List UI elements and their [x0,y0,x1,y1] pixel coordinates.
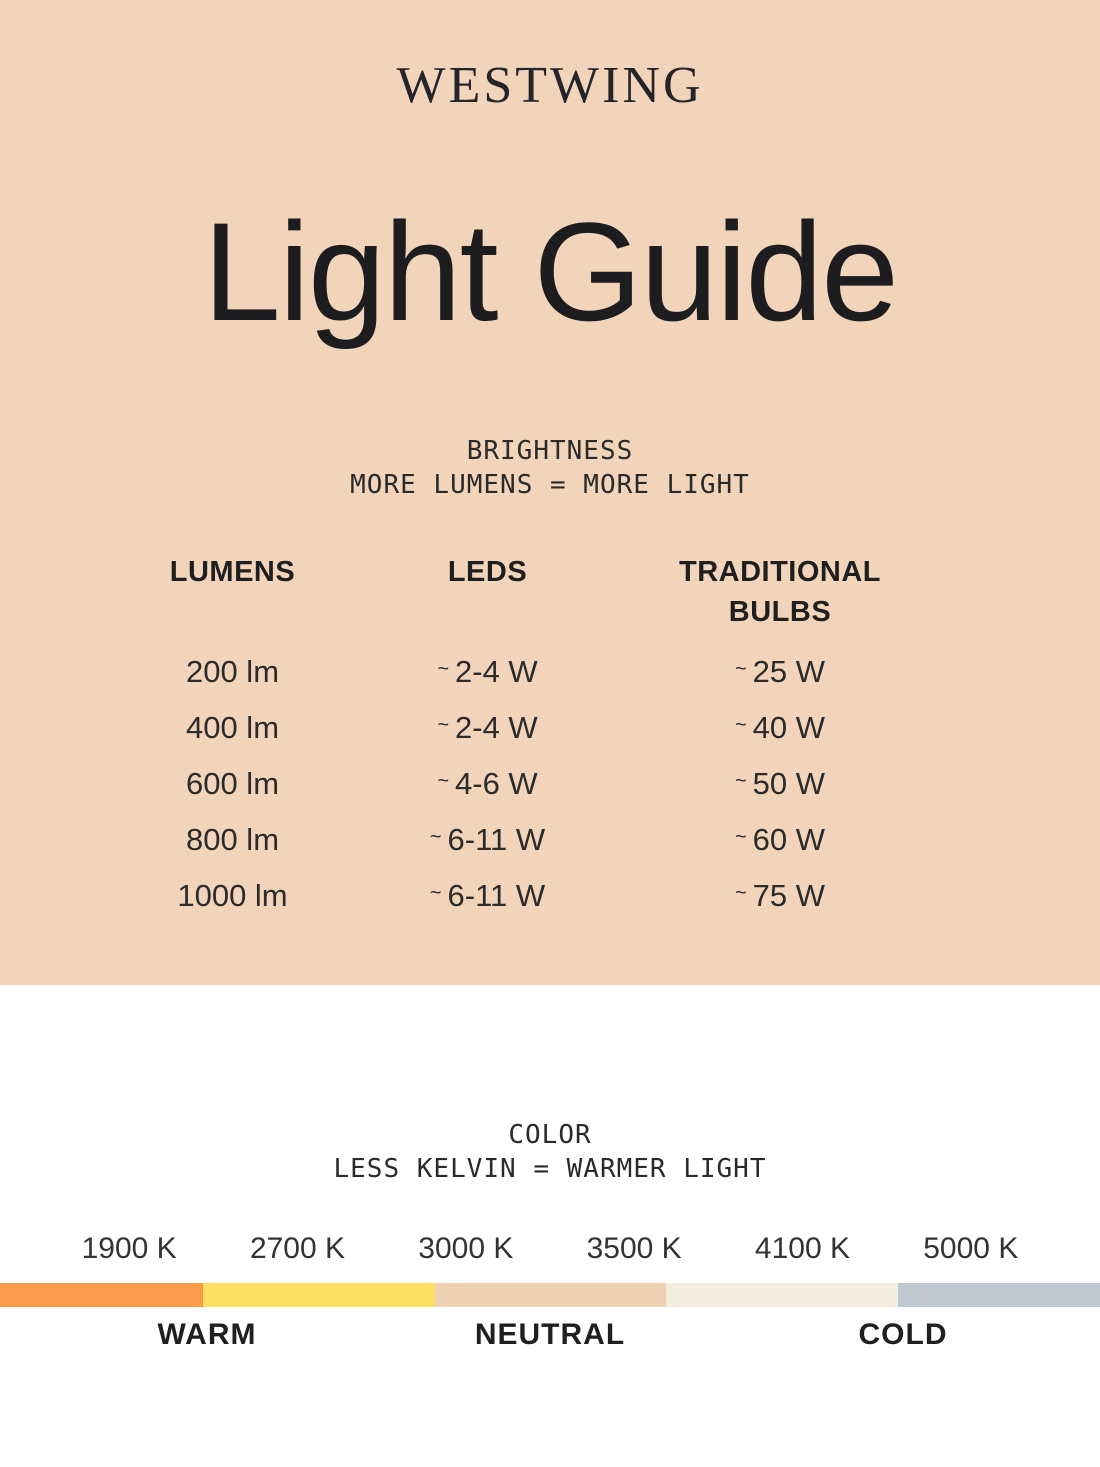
table-row [120,646,930,702]
kelvin-label: 3000 K [418,1232,514,1265]
color-intro [0,1118,1100,1186]
bulbs-value: 75 W [752,878,826,913]
approx-symbol: ~ [429,826,442,848]
brightness-heading: BRIGHTNESS [466,436,634,466]
approx-symbol: ~ [437,770,449,792]
scale-segment [435,1283,666,1307]
color-heading: COLOR [508,1120,592,1150]
table-row [120,758,930,814]
approx-symbol: ~ [734,714,747,736]
table-header-bulbs: TRADITIONAL BULBS [678,556,882,628]
leds-cell [345,814,630,870]
lumens-cell: 200 lm [185,654,280,689]
lumens-cell: 800 lm [185,822,280,857]
lumens-table-body [120,646,930,926]
leds-cell [345,646,630,702]
leds-cell [345,870,630,926]
bulbs-cell [630,870,930,926]
lumens-cell: 400 lm [185,710,280,745]
leds-cell [345,758,630,814]
table-header-leds: LEDS [447,556,528,588]
leds-value: 6-11 W [447,822,546,857]
scale-segment [0,1283,203,1307]
page-title: Light Guide [202,193,898,350]
bulbs-cell [630,758,930,814]
scale-segment [898,1283,1100,1307]
approx-symbol: ~ [429,882,442,904]
leds-value: 2-4 W [455,654,538,689]
temperature-label: NEUTRAL [474,1318,626,1351]
approx-symbol: ~ [734,658,747,680]
kelvin-scale-bar [0,1283,1100,1307]
scale-segment [203,1283,435,1307]
table-header-lumens: LUMENS [169,556,296,588]
bulbs-value: 60 W [752,822,826,857]
lumens-table [120,552,930,926]
kelvin-label: 4100 K [754,1232,851,1265]
kelvin-label: 5000 K [923,1232,1019,1265]
brightness-intro [0,434,1100,502]
lumens-table-header [120,552,930,632]
temperature-label: COLD [858,1318,948,1351]
approx-symbol: ~ [437,658,449,680]
brand-logo: WESTWING [396,57,704,114]
bulbs-value: 25 W [752,654,826,689]
bulbs-cell [630,702,930,758]
kelvin-label: 1900 K [81,1232,177,1265]
bulbs-value: 40 W [752,710,826,745]
temperature-label-row [0,1317,1100,1361]
color-section [0,985,1100,1361]
brightness-subheading: MORE LUMENS = MORE LIGHT [350,470,750,500]
table-row [120,870,930,926]
leds-value: 4-6 W [455,766,538,801]
approx-symbol: ~ [437,714,449,736]
scale-segment [666,1283,898,1307]
lumens-cell: 1000 lm [177,878,288,913]
kelvin-label: 2700 K [249,1232,346,1265]
approx-symbol: ~ [734,882,747,904]
lumens-cell: 600 lm [185,766,280,801]
bulbs-cell [630,646,930,702]
bulbs-value: 50 W [752,766,826,801]
kelvin-label-row [0,1231,1100,1267]
leds-value: 2-4 W [455,710,538,745]
temperature-label: WARM [157,1318,257,1351]
approx-symbol: ~ [734,770,747,792]
kelvin-label: 3500 K [586,1232,682,1265]
leds-value: 6-11 W [447,878,546,913]
table-row [120,814,930,870]
bulbs-cell [630,814,930,870]
color-subheading: LESS KELVIN = WARMER LIGHT [333,1154,767,1184]
table-row [120,702,930,758]
approx-symbol: ~ [734,826,747,848]
leds-cell [345,702,630,758]
